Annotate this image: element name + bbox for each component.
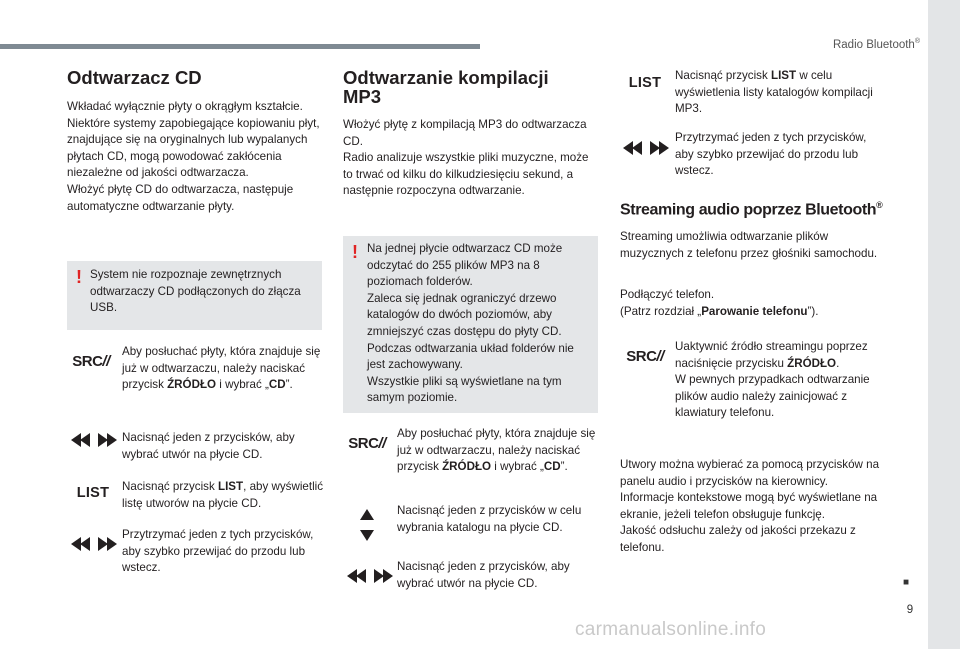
cd-player-intro: Wkładać wyłącznie płyty o okrągłym kształcie. Niektóre systemy zapobiegające kopiowaniu płyt, znajdujące się na oryginalnych lub wypalanych płytach CD, mogą powodować zakłócenia niezależne od jakości odtwarzacza. Włożyć płytę CD do odtwarzacza, następuje automatyczne odtwarzanie płyty. — [67, 100, 320, 213]
mp3-step-source: Aby posłuchać płyty, która znajduje się już w odtwarzaczu, należy naciskać przycisk ŹRÓDŁO i wybrać „CD”. — [397, 427, 596, 474]
src-button-icon: SRC // — [72, 352, 110, 370]
page-bullet: ■ — [903, 577, 910, 588]
list-button-icon: LIST — [628, 75, 662, 91]
cd-step-source: Aby posłuchać płyty, która znajduje się już w odtwarzaczu, należy naciskać przycisk ŹRÓDŁO i wybrać „CD”. — [122, 345, 321, 392]
up-down-arrows-icon — [357, 509, 377, 541]
watermark: carmanualsonline.info — [575, 619, 767, 640]
mp3-note-box — [343, 236, 598, 413]
cd-player-heading: Odtwarzacz CD — [67, 67, 202, 88]
mp3-step-fast-forward: Przytrzymać jeden z tych przycisków, aby szybko przewijać do przodu lub wstecz. — [675, 131, 867, 178]
mp3-intro: Włożyć płytę z kompilacją MP3 do odtwarzacza CD. Radio analizuje wszystkie pliki muzyczne, może to trwać od kilku do kilkudziesięciu sekund, a następnie rozpoczyna odtwarzanie. — [343, 118, 589, 198]
list-button-icon: LIST — [76, 485, 110, 501]
side-margin-band — [928, 0, 960, 649]
mp3-step-list: Nacisnąć przycisk LIST w celu wyświetlenia listy katalogów kompilacji MP3. — [675, 69, 873, 116]
mp3-step-folder: Nacisnąć jeden z przycisków w celu wybrania katalogu na płycie CD. — [397, 504, 582, 534]
bt-step-source: Uaktywnić źródło streamingu poprzez naciśnięcie przycisku ŹRÓDŁO. W pewnych przypadkach odtwarzanie plików audio należy zainicjować z klawiatury telefonu. — [675, 340, 870, 420]
cd-usb-note-text: System nie rozpoznaje zewnętrznych odtwarzaczy CD podłączonych do złącza USB. — [90, 268, 301, 315]
bt-connect-instructions: Podłączyć telefon. (Patrz rozdział „Parowanie telefonu”). — [620, 288, 819, 318]
warning-icon: ! — [352, 242, 358, 262]
page-number: 9 — [906, 604, 914, 616]
mp3-heading: Odtwarzanie kompilacji MP3 — [343, 67, 549, 107]
bt-streaming-intro: Streaming umożliwia odtwarzanie plików muzycznych z telefonu przez głośniki samochodu. — [620, 230, 878, 260]
cd-usb-note-box — [67, 261, 322, 330]
mp3-note-text: Na jednej płycie odtwarzacz CD może odczytać do 255 plików MP3 na 8 poziomach folderów. Zaleca się jednak ograniczyć drzewo katalogów do dwóch poziomów, aby zmniejszyć czas dostępu do płyty CD. Podczas odtwarzania układ folderów nie jest zachowywany. Wszystkie pliki są wyświetlane na tym samym poziomie. — [367, 242, 574, 405]
seek-arrows-icon — [346, 567, 394, 585]
seek-arrows-icon — [70, 431, 118, 449]
src-button-icon: SRC // — [348, 434, 386, 452]
src-button-icon: SRC // — [626, 347, 664, 365]
cd-step-list: Nacisnąć przycisk LIST, aby wyświetlić listę utworów na płycie CD. — [122, 480, 324, 510]
cd-step-select-track: Nacisnąć jeden z przycisków, aby wybrać utwór na płycie CD. — [122, 431, 295, 461]
seek-arrows-icon — [622, 139, 670, 157]
cd-step-fast-forward: Przytrzymać jeden z tych przycisków, aby szybko przewijać do przodu lub wstecz. — [122, 528, 314, 575]
bt-streaming-outro: Utwory można wybierać za pomocą przycisków na panelu audio i przycisków na kierownicy. Informacje kontekstowe mogą być wyświetlane na ekranie, jeżeli telefon obsługuje funkcję. Jakość odsłuchu zależy od jakości przekazu z telefonu. — [620, 458, 880, 554]
bt-streaming-heading: Streaming audio poprzez Bluetooth® — [620, 200, 883, 219]
section-header: Radio Bluetooth® — [832, 38, 920, 51]
mp3-step-select-track: Nacisnąć jeden z przycisków, aby wybrać utwór na płycie CD. — [397, 560, 570, 590]
seek-arrows-icon — [70, 535, 118, 553]
header-rule — [0, 44, 480, 49]
warning-icon: ! — [76, 267, 82, 287]
